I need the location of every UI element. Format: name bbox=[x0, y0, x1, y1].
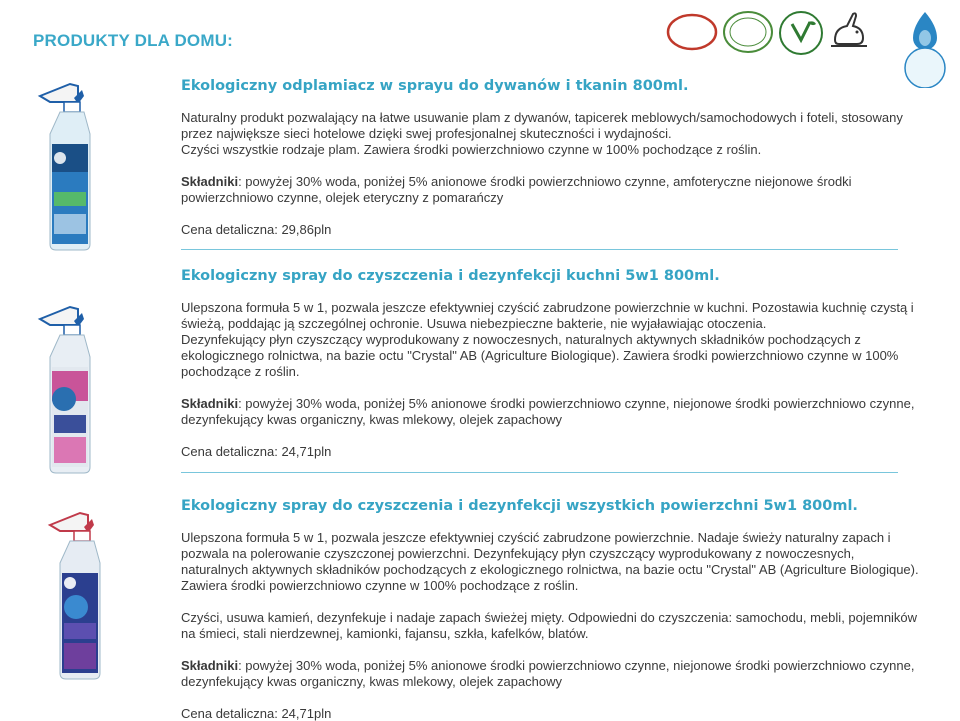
product-title: Ekologiczny spray do czyszczenia i dezynfekcji kuchni 5w1 800ml. bbox=[181, 268, 720, 284]
product-image-kitchen-spray bbox=[30, 297, 110, 477]
ingredients-text: : powyżej 30% woda, poniżej 5% anionowe środki powierzchniowo czynne, niejonowe środki powierzchniowo czynne, dezynfekujący kwas organiczny, kwas mlekowy, olejek zapachowy bbox=[181, 658, 915, 689]
ingredients-text: : powyżej 30% woda, poniżej 5% anionowe środki powierzchniowo czynne, amfoteryczne niejonowe środki powierzchniowo czynne, olejek eteryczny z pomarańczy bbox=[181, 174, 852, 205]
product-ingredients bbox=[181, 174, 921, 206]
product-description bbox=[181, 300, 921, 380]
ingredients-label: Składniki bbox=[181, 174, 239, 189]
product-image-carpet-spray bbox=[30, 74, 110, 254]
product-carpet-stain-remover bbox=[181, 78, 921, 238]
section-divider bbox=[181, 249, 898, 250]
product-ingredients bbox=[181, 658, 921, 690]
cruelty-free-rabbit-icon bbox=[827, 10, 871, 50]
planete-bleue-logo bbox=[892, 8, 958, 88]
description-paragraph: Naturalny produkt pozwalający na łatwe usuwanie plam z dywanów, tapicerek meblowych/samochodowych i foteli, stosowany przez największe sieci hotelowe dzięki swej profesjonalnej skuteczności i wydajności. bbox=[181, 110, 903, 141]
product-title: Ekologiczny odplamiacz w sprayu do dywanów i tkanin 800ml. bbox=[181, 78, 689, 94]
product-all-surface-spray bbox=[181, 498, 921, 721]
product-kitchen-spray bbox=[181, 268, 921, 460]
description-paragraph: Zawiera środki powierzchniowo czynne w 100% pochodzące z roślin. bbox=[181, 578, 579, 593]
product-description bbox=[181, 530, 921, 594]
product-image-all-surface-spray bbox=[40, 503, 120, 683]
description-paragraph: Czyści wszystkie rodzaje plam. Zawiera środki powierzchniowo czynne w 100% pochodzące z roślin. bbox=[181, 142, 762, 157]
product-title: Ekologiczny spray do czyszczenia i dezynfekcji wszystkich powierzchni 5w1 800ml. bbox=[181, 498, 858, 514]
product-price: Cena detaliczna: 29,86pln bbox=[181, 222, 332, 237]
ecocert-logo bbox=[666, 12, 718, 52]
certification-badges bbox=[664, 8, 960, 88]
description-paragraph: Dezynfekujący płyn czyszczący wyprodukowany z nowoczesnych, naturalnych aktywnych składników pochodzących z ekologicznego rolnictwa, na bazie octu "Crystal" AB (Agriculture Biologique). Zawiera środki powierzchniowo czynne w 100% pochodzące z roślin. bbox=[181, 332, 899, 379]
product-usage: Czyści, usuwa kamień, dezynfekuje i nadaje zapach świeżej mięty. Odpowiedni do czyszczenia: samochodu, mebli, pojemników na śmieci, stali nierdzewnej, kamionki, fajansu, szkła, kafelków, blatów. bbox=[181, 610, 918, 641]
ingredients-label: Składniki bbox=[181, 658, 239, 673]
ingredients-label: Składniki bbox=[181, 396, 239, 411]
product-price: Cena detaliczna: 24,71pln bbox=[181, 706, 332, 721]
product-ingredients bbox=[181, 396, 921, 428]
section-divider bbox=[181, 472, 898, 473]
product-price: Cena detaliczna: 24,71pln bbox=[181, 444, 332, 459]
description-paragraph: Ulepszona formuła 5 w 1, pozwala jeszcze efektywniej czyścić zabrudzone powierzchnie w kuchni. Pozostawia kuchnię czystą i świeżą, poddając ją szczególnej ochronie. Usuwa niebezpieczne bakterie, nie wyjaławiając otoczenia. bbox=[181, 300, 914, 331]
vegan-logo bbox=[778, 10, 824, 56]
page-title: PRODUKTY DLA DOMU: bbox=[33, 31, 234, 50]
description-paragraph: Ulepszona formuła 5 w 1, pozwala jeszcze efektywniej czyścić zabrudzone powierzchnie. Nadaje świeży naturalny zapach i pozwala na polerowanie czyszczonej powierzchni. Dezynfekujący płyn czyszczący wyprodukowany z nowoczesnych, naturalnych aktywnych składników pochodzących z ekologicznego rolnictwa, na bazie octu "Crystal" AB (Agriculture Biologique). bbox=[181, 530, 919, 577]
product-description bbox=[181, 110, 921, 158]
ingredients-text: : powyżej 30% woda, poniżej 5% anionowe środki powierzchniowo czynne, niejonowe środki powierzchniowo czynne, dezynfekujący kwas organiczny, kwas mlekowy, olejek zapachowy bbox=[181, 396, 915, 427]
cosmebio-logo bbox=[722, 10, 774, 54]
